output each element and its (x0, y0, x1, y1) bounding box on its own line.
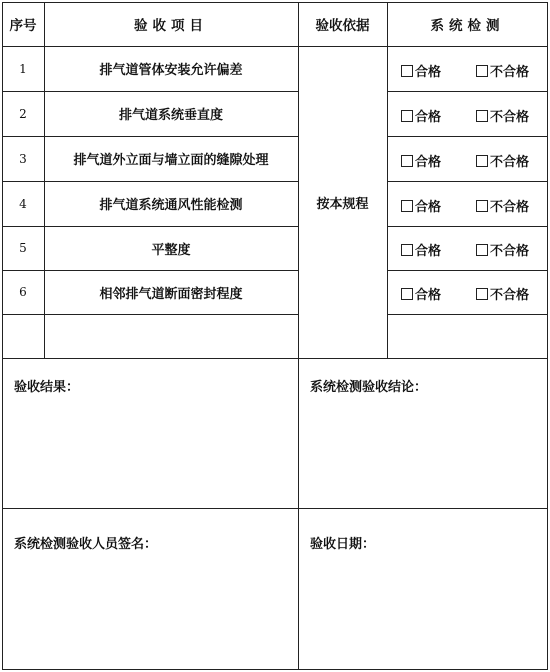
section-divider (2, 508, 548, 509)
row-seq: 3 (19, 151, 27, 166)
fail-label: 不合格 (490, 155, 530, 170)
border-right (547, 2, 548, 670)
date-label: 验收日期： (310, 537, 376, 552)
fail-label: 不合格 (490, 244, 530, 259)
pass-label: 合格 (415, 200, 442, 215)
checkbox-icon[interactable] (476, 155, 488, 167)
fail-option[interactable] (476, 106, 529, 125)
row-item: 排气道系统垂直度 (118, 108, 223, 123)
checkbox-icon[interactable] (401, 110, 413, 122)
row-seq: 5 (19, 241, 27, 255)
acceptance-form (2, 2, 548, 670)
col-divider-basis (387, 2, 388, 358)
row-seq: 6 (19, 285, 27, 299)
row-seq: 1 (19, 61, 27, 76)
row-divider (387, 181, 548, 182)
table-bottom (2, 358, 548, 359)
row-item: 相邻排气道断面密封程度 (99, 286, 243, 302)
fail-label: 不合格 (490, 288, 530, 303)
row-item: 平整度 (151, 242, 191, 258)
pass-label: 合格 (415, 288, 442, 303)
header-basis: 验收依据 (315, 18, 370, 34)
fail-option[interactable] (476, 240, 529, 259)
row-divider (387, 270, 548, 271)
row-divider (387, 226, 548, 227)
pass-option[interactable] (401, 61, 441, 80)
fail-label: 不合格 (490, 65, 530, 80)
fail-option[interactable] (476, 61, 529, 80)
checkbox-icon[interactable] (476, 110, 488, 122)
checkbox-icon[interactable] (476, 288, 488, 300)
checkbox-icon[interactable] (401, 200, 413, 212)
row-item: 排气道管体安装允许偏差 (99, 63, 243, 78)
row-seq: 4 (19, 196, 27, 211)
row-divider (387, 91, 548, 92)
checkbox-icon[interactable] (476, 244, 488, 256)
fail-option[interactable] (476, 196, 529, 215)
fail-label: 不合格 (490, 200, 530, 215)
fail-label: 不合格 (490, 110, 530, 125)
row-divider (2, 314, 298, 315)
row-divider (387, 136, 548, 137)
pass-option[interactable] (401, 284, 441, 303)
row-divider (387, 314, 548, 315)
fail-option[interactable] (476, 284, 529, 303)
header-seq: 序号 (9, 18, 37, 34)
pass-option[interactable] (401, 240, 441, 259)
result-label: 验收结果： (14, 380, 80, 395)
pass-label: 合格 (415, 110, 442, 125)
checkbox-icon[interactable] (476, 200, 488, 212)
basis-value: 按本规程 (316, 196, 369, 212)
signature-label: 系统检测验收人员签名： (14, 537, 158, 552)
row-item: 排气道外立面与墙立面的缝隙处理 (73, 153, 269, 168)
pass-label: 合格 (415, 155, 442, 170)
pass-option[interactable] (401, 106, 441, 125)
pass-label: 合格 (415, 244, 442, 259)
row-item: 排气道系统通风性能检测 (99, 198, 243, 213)
pass-label: 合格 (415, 65, 442, 80)
checkbox-icon[interactable] (401, 244, 413, 256)
border-bottom (2, 669, 548, 670)
pass-option[interactable] (401, 196, 441, 215)
checkbox-icon[interactable] (476, 65, 488, 77)
row-seq: 2 (19, 106, 27, 121)
pass-option[interactable] (401, 151, 441, 170)
checkbox-icon[interactable] (401, 288, 413, 300)
checkbox-icon[interactable] (401, 65, 413, 77)
checkbox-icon[interactable] (401, 155, 413, 167)
fail-option[interactable] (476, 151, 529, 170)
header-check: 系统检测 (430, 18, 505, 34)
header-item: 验收项目 (134, 18, 208, 34)
conclusion-label: 系统检测验收结论： (310, 380, 428, 395)
